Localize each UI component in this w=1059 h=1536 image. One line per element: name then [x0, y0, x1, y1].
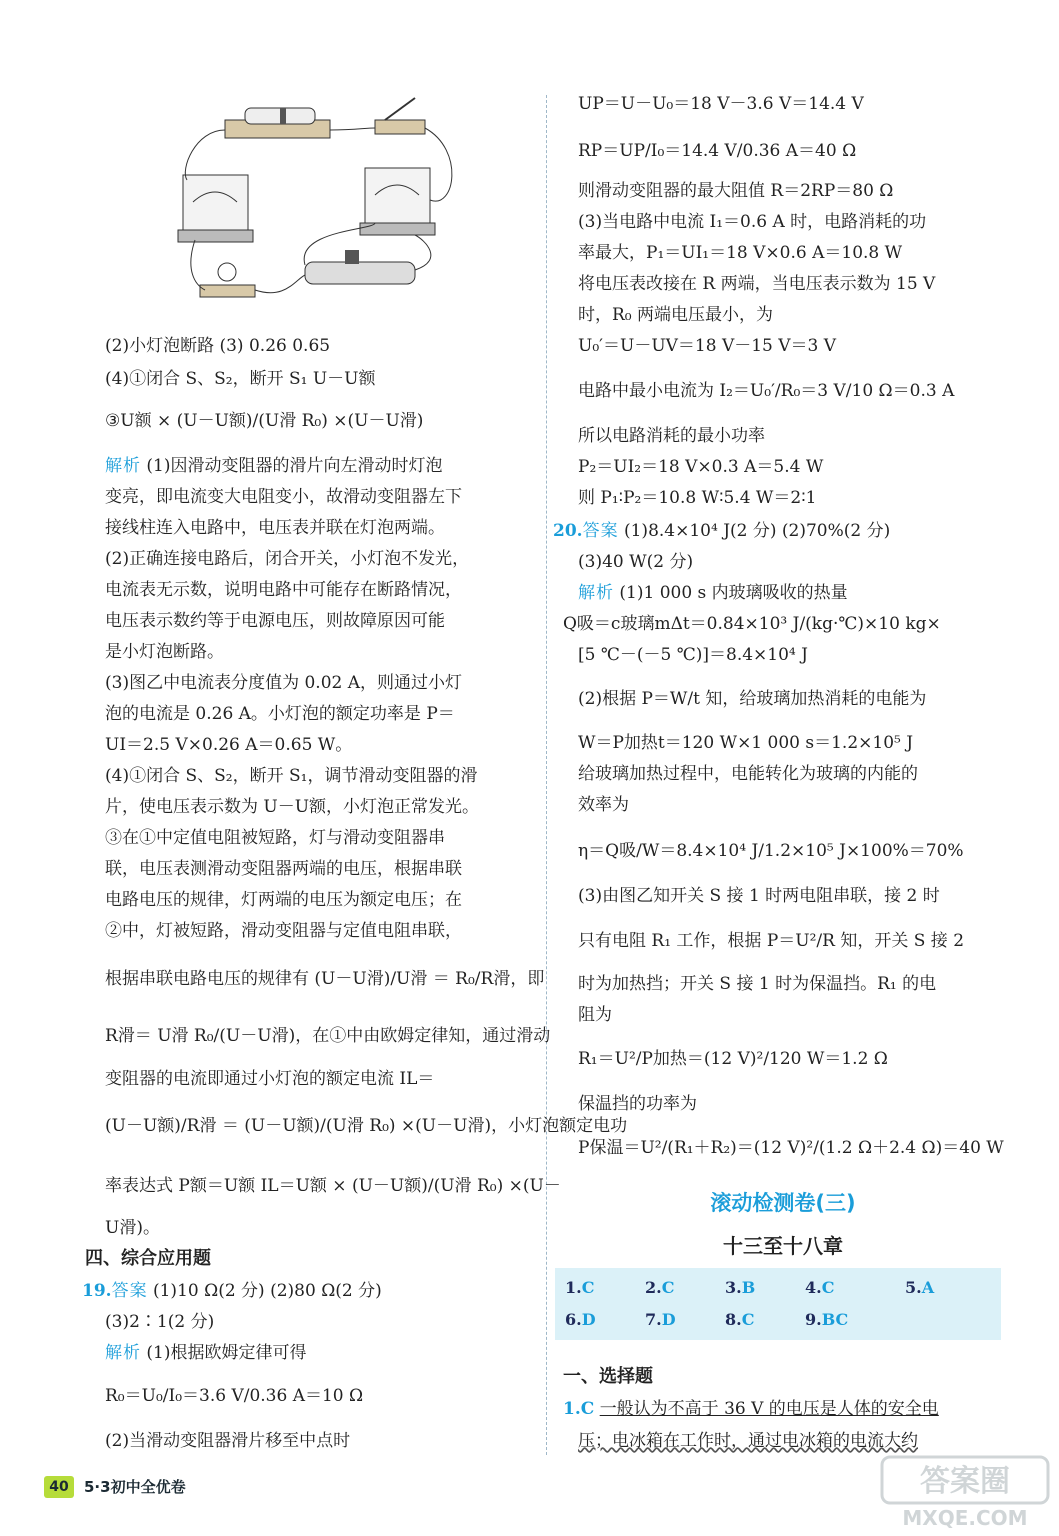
analysis-line: 率表达式 P额＝U额 IL＝U额 × (U－U额)/(U滑 R₀) ×(U－	[105, 1176, 561, 1196]
analysis-line: 电路电压的规律，灯两端的电压为额定电压；在	[105, 890, 462, 910]
q20-line: η＝Q吸/W＝8.4×10⁴ J/1.2×10⁵ J×100%＝70%	[578, 841, 964, 861]
q19-line: (3)2∶1(2 分)	[105, 1312, 215, 1332]
q20-answer: 20.答案 (1)8.4×10⁴ J(2 分) (2)70%(2 分)	[553, 521, 891, 541]
q20-line: (3)40 W(2 分)	[578, 552, 694, 572]
section-heading: 四、综合应用题	[85, 1248, 211, 1269]
answer-key-item: 1.C	[565, 1278, 595, 1297]
q20-line: 阻为	[578, 1005, 612, 1025]
calc-line: 将电压表改接在 R 两端，当电压表示数为 15 V	[578, 274, 936, 294]
answer-key-item: 4.C	[805, 1278, 835, 1297]
analysis-line: 变阻器的电流即通过小灯泡的额定电流 IL＝	[105, 1069, 435, 1089]
calc-line: 电路中最小电流为 I₂＝U₀′/R₀＝3 V/10 Ω＝0.3 A	[578, 381, 955, 401]
watermark-logo	[880, 1455, 1050, 1530]
analysis-line: R滑＝ U滑 R₀/(U－U滑)，在①中由欧姆定律知，通过滑动	[105, 1026, 551, 1046]
calc-line: 所以电路消耗的最小功率	[578, 426, 765, 446]
answer-key-item: 3.B	[725, 1278, 756, 1297]
q20-line: Q吸＝c玻璃mΔt＝0.84×10³ J/(kg·℃)×10 kg×	[563, 614, 941, 634]
q20-line: 效率为	[578, 795, 629, 815]
analysis-line: (4)①闭合 S、S₂，断开 S₁，调节滑动变阻器的滑	[105, 766, 478, 786]
q20-line: W＝P加热t＝120 W×1 000 s＝1.2×10⁵ J	[578, 733, 914, 753]
q20-line: [5 ℃－(－5 ℃)]＝8.4×10⁴ J	[578, 645, 808, 665]
calc-line: 则 P₁∶P₂＝10.8 W∶5.4 W＝2∶1	[578, 488, 817, 508]
analysis-line: 变亮，即电流变大电阻变小，故滑动变阻器左下	[105, 487, 462, 507]
calc-line: 时，R₀ 两端电压最小，为	[578, 305, 774, 325]
analysis-line: 电压表示数约等于电源电压，则故障原因可能	[105, 611, 445, 631]
q20-line: 解析 (1)1 000 s 内玻璃吸收的热量	[578, 583, 848, 603]
q19-line: (2)当滑动变阻器滑片移至中点时	[105, 1431, 351, 1451]
exam-subtitle: 十三至十八章	[723, 1234, 843, 1258]
answer-key-item: 8.C	[725, 1310, 755, 1329]
analysis-line: U滑)。	[105, 1218, 160, 1238]
column-divider	[546, 95, 547, 1455]
analysis-line: 联，电压表测滑动变阻器两端的电压，根据串联	[105, 859, 462, 879]
analysis-line: 是小灯泡断路。	[105, 642, 224, 662]
calc-line: UP＝U－U₀＝18 V－3.6 V＝14.4 V	[578, 94, 864, 114]
q20-line: (3)由图乙知开关 S 接 1 时两电阻串联，接 2 时	[578, 886, 940, 906]
analysis-line-0: 解析 (1)因滑动变阻器的滑片向左滑动时灯泡	[105, 456, 443, 476]
q19-answer: 19.答案 (1)10 Ω(2 分) (2)80 Ω(2 分)	[82, 1281, 382, 1301]
analysis-line: (U－U额)/R滑 ＝ (U－U额)/(U滑 R₀) ×(U－U滑)，小灯泡额定电功	[105, 1116, 628, 1136]
page-number: 40	[44, 1476, 74, 1498]
svg-text:MXQE.COM: MXQE.COM	[902, 1506, 1028, 1530]
analysis-tag: 解析	[105, 456, 141, 476]
analysis-line: 接线柱连入电路中，电压表并联在灯泡两端。	[105, 518, 445, 538]
exam-title: 滚动检测卷(三)	[710, 1191, 856, 1215]
section-heading: 一、选择题	[563, 1366, 653, 1387]
answer-line: (2)小灯泡断路 (3) 0.26 0.65	[105, 336, 331, 356]
analysis-line: 片，使电压表示数为 U－U额，小灯泡正常发光。	[105, 797, 480, 817]
answer-key-item: 7.D	[645, 1310, 676, 1329]
calc-line: 率最大，P₁＝UI₁＝18 V×0.6 A＝10.8 W	[578, 243, 903, 263]
analysis-line: UI＝2.5 V×0.26 A＝0.65 W。	[105, 735, 353, 755]
calc-line: (3)当电路中电流 I₁＝0.6 A 时，电路消耗的功	[578, 212, 927, 232]
q20-line: P保温＝U²/(R₁＋R₂)＝(12 V)²/(1.2 Ω＋2.4 Ω)＝40 W	[578, 1138, 1004, 1158]
analysis-line: 电流表无示数，说明电路中可能存在断路情况，	[105, 580, 462, 600]
q20-line: 保温挡的功率为	[578, 1094, 697, 1114]
q20-line: (2)根据 P＝W/t 知，给玻璃加热消耗的电能为	[578, 689, 927, 709]
analysis-line: 泡的电流是 0.26 A。小灯泡的额定功率是 P＝	[105, 704, 455, 724]
svg-text:答案圈: 答案圈	[920, 1464, 1010, 1499]
answer-key-item: 5.A	[905, 1278, 935, 1297]
answer-line: (4)①闭合 S、S₂，断开 S₁ U－U额	[105, 369, 376, 389]
analysis-line: (3)图乙中电流表分度值为 0.02 A，则通过小灯	[105, 673, 463, 693]
q20-line: R₁＝U²/P加热＝(12 V)²/120 W＝1.2 Ω	[578, 1049, 888, 1069]
analysis-line: ③在①中定值电阻被短路，灯与滑动变阻器串	[105, 828, 445, 848]
answer-key-item: 2.C	[645, 1278, 675, 1297]
analysis-line: ②中，灯被短路，滑动变阻器与定值电阻串联，	[105, 921, 462, 941]
q20-line: 只有电阻 R₁ 工作，根据 P＝U²/R 知，开关 S 接 2	[578, 931, 965, 951]
footer-brand: 5·3初中全优卷	[84, 1478, 186, 1496]
q1-line: 1.C 一般认为不高于 36 V 的电压是人体的安全电	[563, 1399, 939, 1419]
q20-line: 给玻璃加热过程中，电能转化为玻璃的内能的	[578, 764, 918, 784]
calc-line: RP＝UP/I₀＝14.4 V/0.36 A＝40 Ω	[578, 141, 857, 161]
q19-line: 解析 (1)根据欧姆定律可得	[105, 1343, 307, 1363]
answer-line: ③U额 × (U－U额)/(U滑 R₀) ×(U－U滑)	[105, 411, 424, 431]
calc-line: P₂＝UI₂＝18 V×0.3 A＝5.4 W	[578, 457, 824, 477]
answer-key-item: 9.BC	[805, 1310, 849, 1329]
analysis-line: (2)正确连接电路后，闭合开关，小灯泡不发光，	[105, 549, 470, 569]
q19-line: R₀＝U₀/I₀＝3.6 V/0.36 A＝10 Ω	[105, 1386, 364, 1406]
q20-line: 时为加热挡；开关 S 接 1 时为保温挡。R₁ 的电	[578, 974, 937, 994]
answer-key-item: 6.D	[565, 1310, 596, 1329]
calc-line: 则滑动变阻器的最大阻值 R＝2RP＝80 Ω	[578, 181, 894, 201]
calc-line: U₀′＝U－UV＝18 V－15 V＝3 V	[578, 336, 837, 356]
analysis-line: 根据串联电路电压的规律有 (U－U滑)/U滑 ＝ R₀/R滑，即	[105, 969, 545, 989]
q1-line: 压；电冰箱在工作时，通过电冰箱的电流大约	[578, 1431, 918, 1451]
circuit-diagram	[175, 90, 510, 310]
